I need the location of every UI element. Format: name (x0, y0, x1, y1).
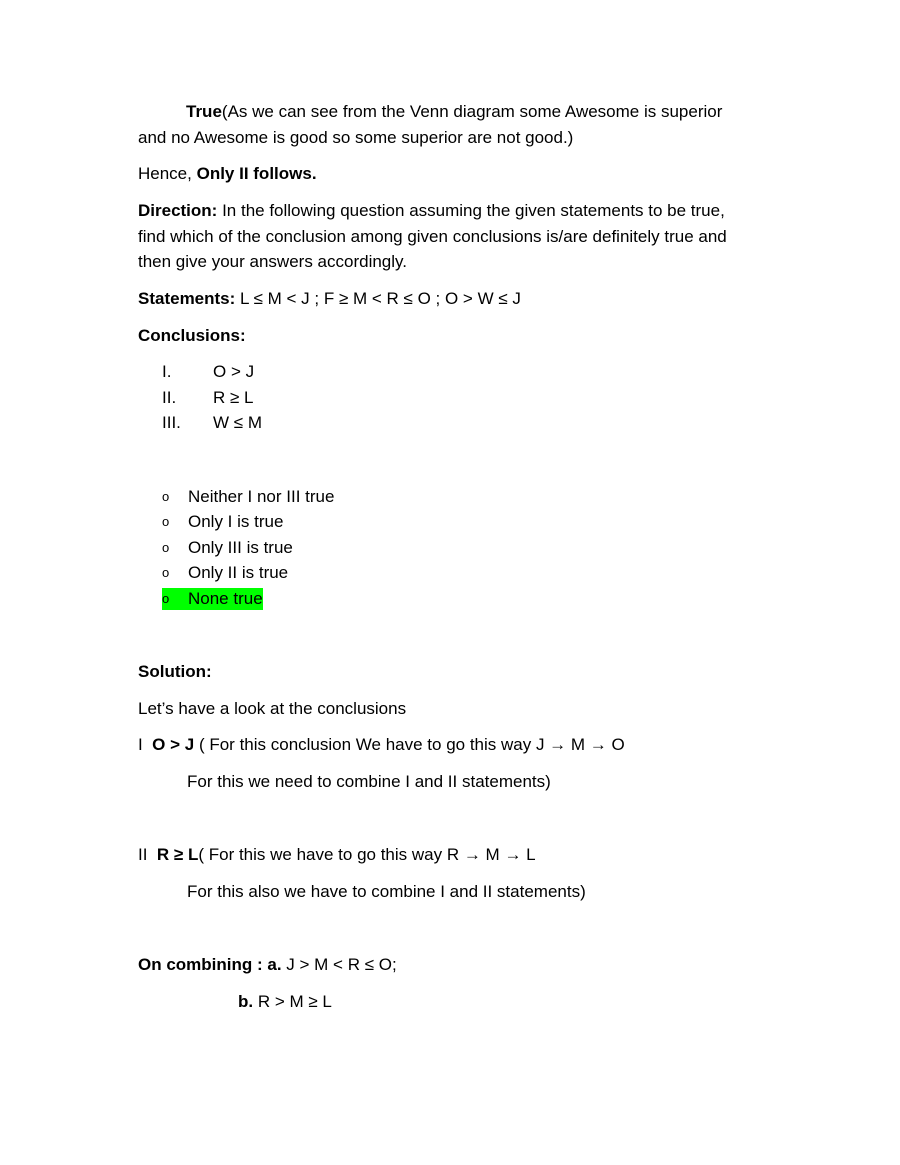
option-item (162, 537, 293, 559)
conclusion-text: O > J (213, 362, 255, 381)
direction-line-2: find which of the conclusion among given conclusions is/are definitely true and (138, 227, 727, 246)
option-item (162, 562, 288, 584)
solution-c2-number: II (138, 845, 157, 864)
option-label: Neither I nor III true (188, 487, 335, 506)
solution-c2-expression: R ≥ L (156, 845, 199, 864)
option-label: Only III is true (188, 538, 293, 557)
solution-conclusion-2 (138, 844, 536, 866)
previous-answer-text: (As we can see from the Venn diagram some Awesome is superior (221, 102, 723, 121)
circle-bullet-icon: o (162, 489, 170, 504)
previous-answer-label: True (186, 102, 222, 121)
combining-b-label: b. (238, 992, 254, 1011)
combining-label: On combining : a. (138, 955, 282, 974)
conclusion-text: R ≥ L (213, 388, 254, 407)
combining-line-a (138, 954, 397, 976)
option-label: Only I is true (188, 512, 284, 531)
option-label: None true (188, 589, 263, 608)
hence-prefix: Hence, (138, 164, 197, 183)
conclusions-label: Conclusions: (138, 326, 246, 345)
direction-text-1: In the following question assuming the given statements to be true, (217, 201, 725, 220)
conclusion-text: W ≤ M (213, 413, 262, 432)
solution-conclusion-2-continuation: For this also we have to combine I and II statements) (187, 882, 586, 901)
circle-bullet-icon: o (162, 540, 170, 555)
statements-text: L ≤ M < J ; F ≥ M < R ≤ O ; O > W ≤ J (235, 289, 521, 308)
direction-label: Direction: (138, 201, 218, 220)
direction-line-3: then give your answers accordingly. (138, 252, 407, 271)
circle-bullet-icon: o (162, 514, 170, 529)
combining-b-text: R > M ≥ L (253, 992, 332, 1011)
solution-c1-number: I (138, 735, 153, 754)
conclusion-number: I. (162, 362, 172, 381)
circle-bullet-icon: o (162, 591, 170, 606)
hence-line (138, 163, 317, 185)
conclusion-number: II. (162, 388, 177, 407)
solution-label: Solution: (138, 662, 212, 681)
previous-answer-line (186, 101, 722, 123)
direction-line-1 (138, 200, 725, 222)
solution-conclusion-1 (138, 734, 625, 756)
option-label: Only II is true (188, 563, 289, 582)
solution-heading (138, 661, 212, 683)
previous-answer-continuation: and no Awesome is good so some superior are not good.) (138, 128, 574, 147)
option-item (162, 511, 283, 533)
conclusion-number: III. (162, 413, 181, 432)
combining-a-text: J > M < R ≤ O; (281, 955, 397, 974)
solution-c1-expression: O > J (152, 735, 195, 754)
option-item-correct (162, 588, 263, 610)
hence-conclusion: Only II follows. (196, 164, 317, 183)
solution-conclusion-1-continuation: For this we need to combine I and II statements) (187, 772, 551, 791)
solution-intro: Let’s have a look at the conclusions (138, 699, 407, 718)
statements-line (138, 288, 521, 310)
conclusions-heading (138, 325, 246, 347)
option-item (162, 486, 334, 508)
circle-bullet-icon: o (162, 565, 170, 580)
solution-c1-text: ( For this conclusion We have to go this way J → M → O (194, 735, 625, 754)
solution-c2-text: ( For this we have to go this way R → M → L (198, 845, 536, 864)
combining-line-b (238, 991, 332, 1013)
statements-label: Statements: (138, 289, 236, 308)
